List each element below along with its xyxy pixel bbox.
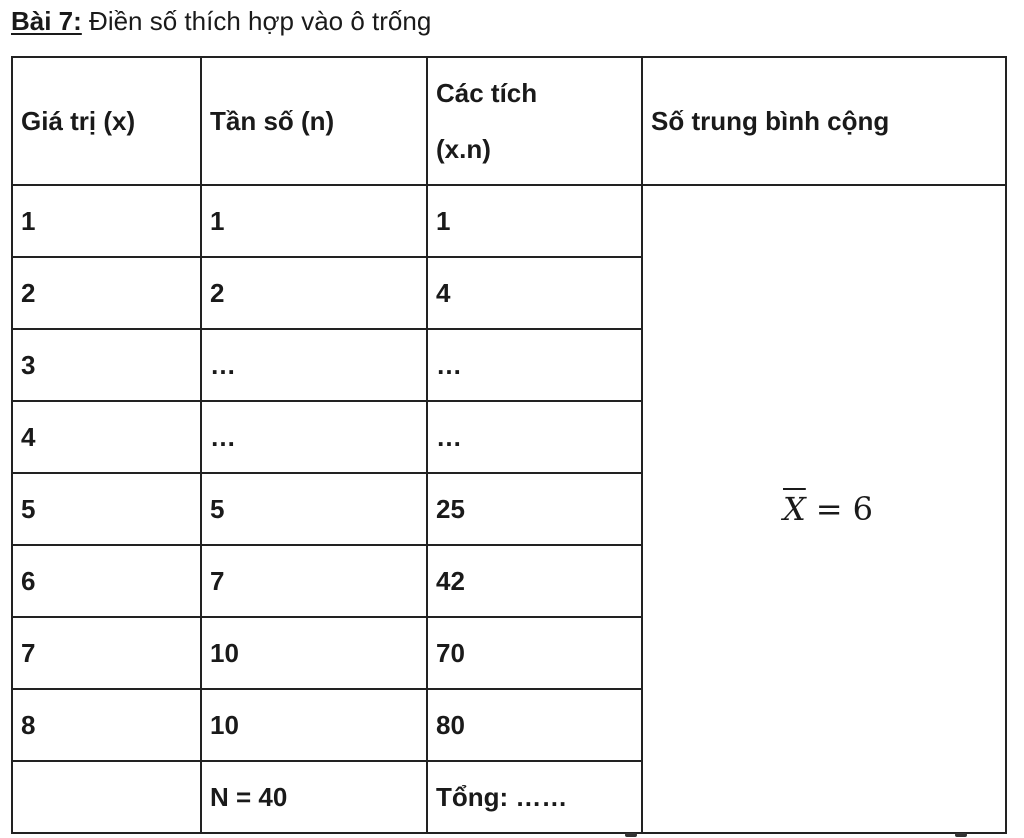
cell-value: 1 <box>12 185 201 257</box>
exercise-heading <box>11 4 431 38</box>
footer-value <box>12 761 201 833</box>
header-product-line2: (x.n) <box>436 134 491 164</box>
header-product-line1: Các tích <box>436 78 538 108</box>
mean-value: 6 <box>852 490 873 528</box>
header-frequency: Tần số (n) <box>201 57 427 185</box>
frequency-table <box>11 56 1007 834</box>
header-product <box>427 57 642 185</box>
exercise-instruction: Điền số thích hợp vào ô trống <box>81 6 432 36</box>
header-mean: Số trung bình cộng <box>642 57 1006 185</box>
diacritic-mark <box>625 833 637 837</box>
mean-equals: = <box>815 490 843 528</box>
cell-value: 5 <box>12 473 201 545</box>
cell-frequency: … <box>201 401 427 473</box>
cell-frequency: 5 <box>201 473 427 545</box>
cell-frequency: 1 <box>201 185 427 257</box>
cell-product: 70 <box>427 617 642 689</box>
cell-frequency: 10 <box>201 617 427 689</box>
cell-product: … <box>427 401 642 473</box>
diacritic-mark <box>955 833 967 837</box>
cell-frequency: 10 <box>201 689 427 761</box>
cell-value: 7 <box>12 617 201 689</box>
footer-total-frequency: N = 40 <box>201 761 427 833</box>
mean-formula <box>783 490 873 528</box>
cell-product: … <box>427 329 642 401</box>
cell-product: 4 <box>427 257 642 329</box>
footer-total-product: Tổng: …… <box>427 761 642 833</box>
cell-value: 6 <box>12 545 201 617</box>
cell-product: 1 <box>427 185 642 257</box>
mean-symbol: $\overline{X}$ <box>783 490 806 528</box>
mean-cell <box>642 185 1006 833</box>
header-value: Giá trị (x) <box>12 57 201 185</box>
cell-value: 8 <box>12 689 201 761</box>
cell-value: 3 <box>12 329 201 401</box>
cell-frequency: 2 <box>201 257 427 329</box>
next-line-fragment <box>0 833 1024 838</box>
cell-product: 80 <box>427 689 642 761</box>
cell-value: 4 <box>12 401 201 473</box>
cell-product: 42 <box>427 545 642 617</box>
cell-frequency: … <box>201 329 427 401</box>
cell-value: 2 <box>12 257 201 329</box>
exercise-label: Bài 7: <box>11 6 82 36</box>
cell-product: 25 <box>427 473 642 545</box>
table-header-row <box>12 57 1006 185</box>
cell-frequency: 7 <box>201 545 427 617</box>
table-row <box>12 185 1006 257</box>
